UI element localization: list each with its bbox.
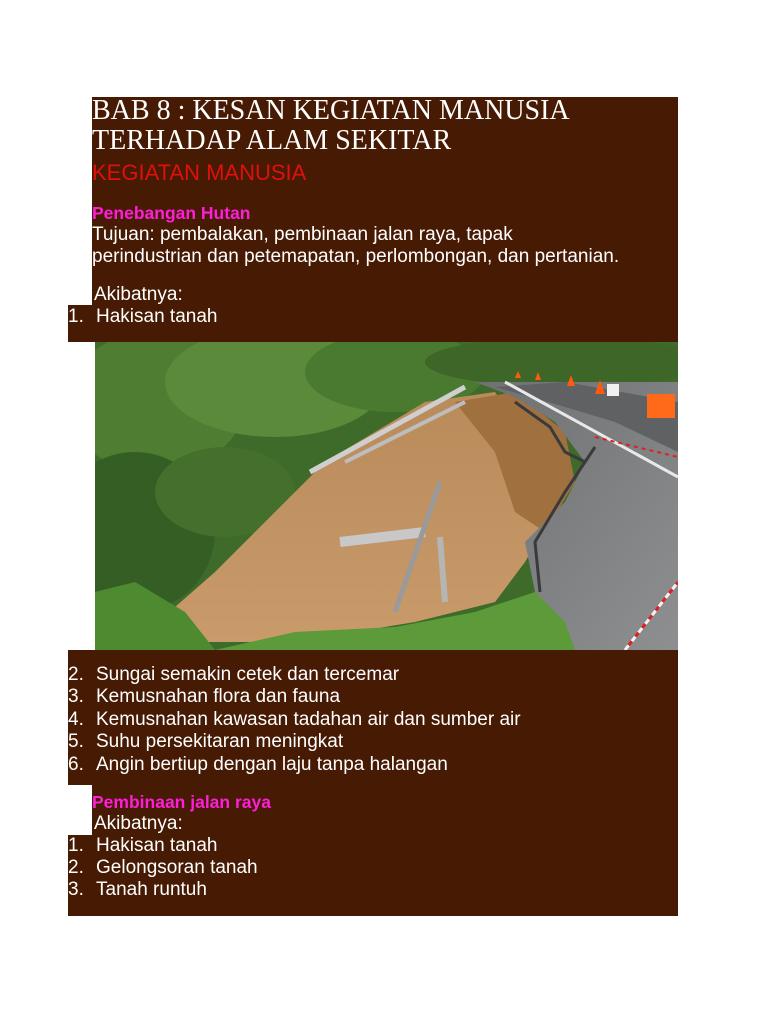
list-item: Gelongsoran tanah <box>96 857 258 878</box>
list-item: Sungai semakin cetek dan tercemar <box>96 664 400 685</box>
list-item: Suhu persekitaran meningkat <box>96 731 344 752</box>
list-item-number: 3. <box>68 879 84 900</box>
list-item: Tanah runtuh <box>96 879 207 900</box>
page-title <box>92 96 570 156</box>
list-item: Hakisan tanah <box>96 306 218 327</box>
list-item-number: 3. <box>68 686 84 707</box>
list-item-number: 1. <box>68 835 84 856</box>
section1-purpose-line-2: perindustrian dan petemapatan, perlombongan, dan pertanian. <box>92 246 620 267</box>
list-item-number: 1. <box>68 306 84 327</box>
list-item: Kemusnahan flora dan fauna <box>96 686 341 707</box>
page-subtitle: KEGIATAN MANUSIA <box>92 160 307 185</box>
list-item: Angin bertiup dengan laju tanpa halangan <box>96 754 448 775</box>
section2-effects-label: Akibatnya: <box>94 813 183 834</box>
section1-heading: Penebangan Hutan <box>92 203 251 223</box>
title-line-1: BAB 8 : KESAN KEGIATAN MANUSIA <box>92 95 570 126</box>
section1-effects-label: Akibatnya: <box>94 284 183 305</box>
list-item-number: 4. <box>68 709 84 730</box>
title-line-2: TERHADAP ALAM SEKITAR <box>92 125 452 156</box>
list-item: Kemusnahan kawasan tadahan air dan sumber air <box>96 709 521 730</box>
list-item: Hakisan tanah <box>96 835 218 856</box>
list-item-number: 6. <box>68 754 84 775</box>
landslide-photo <box>95 342 678 650</box>
list-item-number: 2. <box>68 664 84 685</box>
list-item-number: 5. <box>68 731 84 752</box>
section1-purpose-line-1: Tujuan: pembalakan, pembinaan jalan raya, tapak <box>92 224 513 245</box>
list-item-number: 2. <box>68 857 84 878</box>
section2-heading: Pembinaan jalan raya <box>92 792 271 812</box>
